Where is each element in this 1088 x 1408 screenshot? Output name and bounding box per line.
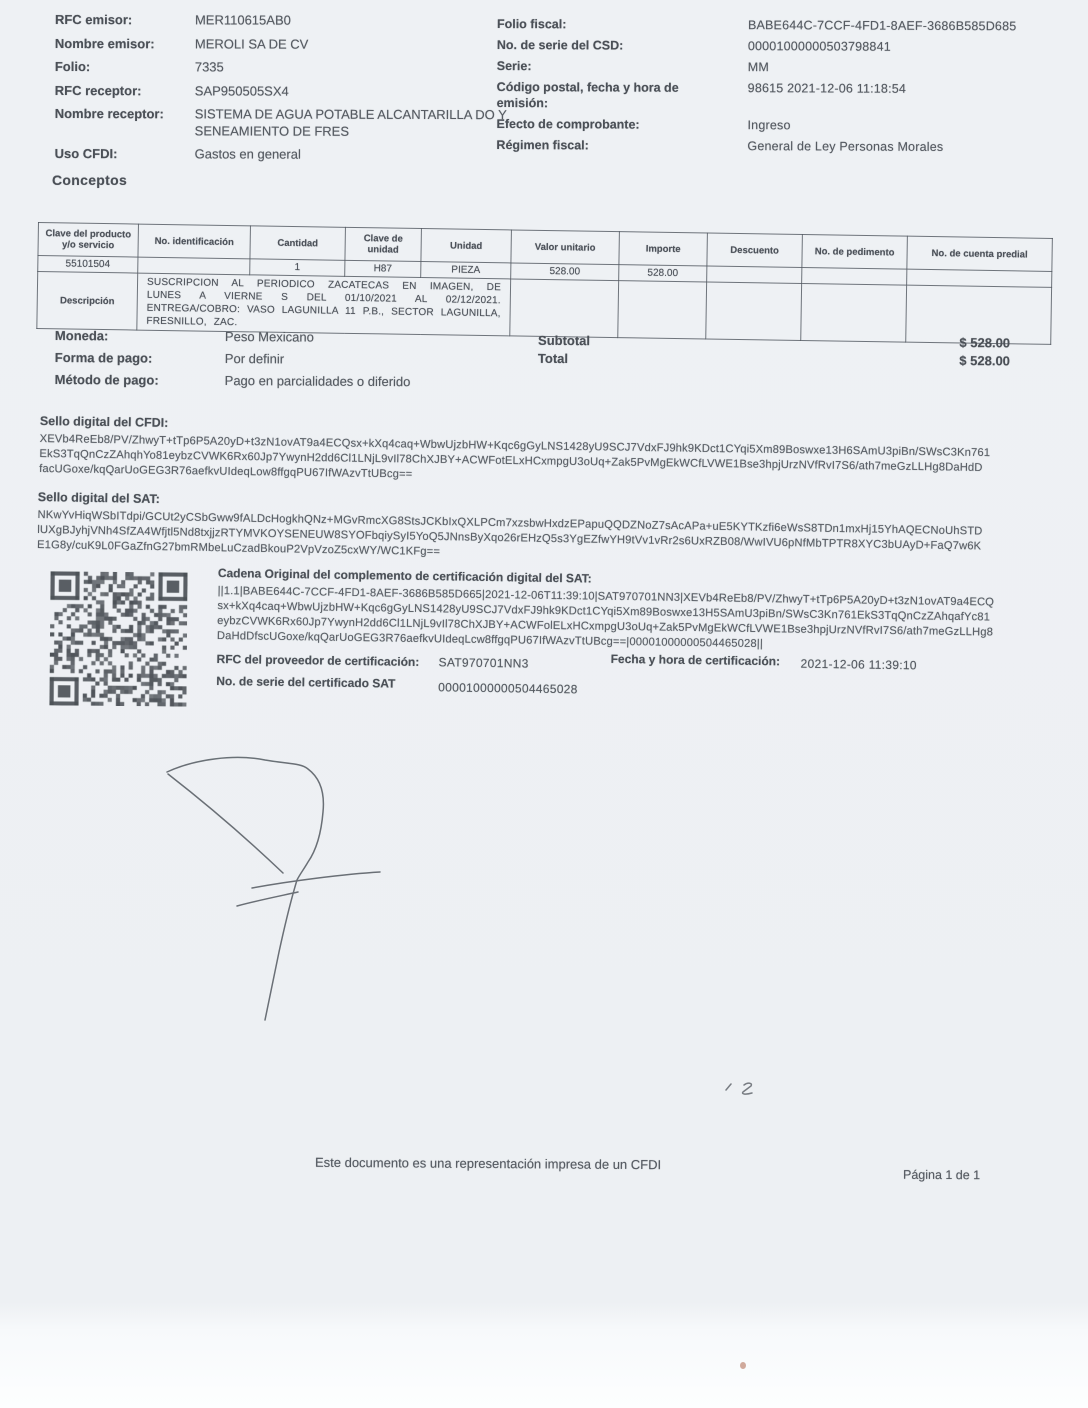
field-label: Uso CFDI: [54, 145, 118, 162]
col-cantidad: Cantidad [250, 226, 346, 260]
field-serie [497, 58, 1077, 77]
payment-block [55, 328, 575, 397]
col-importe: Importe [619, 232, 708, 266]
subtotal-label: Subtotal [538, 332, 591, 349]
field-rfc-emisor [55, 12, 515, 30]
total-label: Total [537, 350, 569, 367]
field-label-text: No. de serie del CSD: [496, 37, 624, 53]
field-value: 98615 2021-12-06 11:18:54 [747, 81, 907, 96]
field-label: Nombre receptor: [54, 105, 164, 122]
cell-no-pedimento [802, 268, 907, 286]
field-efecto-comprobante [496, 116, 1076, 135]
signature-cross-stroke-2 [237, 892, 298, 906]
field-label-text: Serie: [496, 58, 532, 74]
field-serie-csd [497, 37, 1077, 56]
field-label [497, 37, 748, 54]
cell-clave-unidad: H87 [345, 260, 421, 277]
footer-note: Este documento es una representación impresa de un CFDI [314, 1154, 662, 1173]
signature-diagonal-stroke [168, 774, 283, 873]
qr-code-canvas [49, 571, 187, 706]
field-label: Nombre emisor: [54, 35, 155, 51]
col-no-cuenta-predial: No. de cuenta predial [907, 236, 1053, 271]
field-label: RFC emisor: [54, 12, 133, 28]
ink-mark-tick [726, 1084, 731, 1090]
sello-cfdi-value: XEVb4ReEb8/PV/ZhwyT+tTp6P5A20yD+t3zN1ovAT9a4ECQsx+kXq4caq+WbwUjzbHW+Kqc6gGyLNS1428yU9SCJ7VdxFJ9hk9KDct1CYqi5Xm89Boswxe13H6SAmU3piBn/SWsC3Kn761 EkS3TqQnCzZAhqhYo81eybzCVWK6Rx60Jp7YwynH2dd6Cl1LNjL9vIl78ChXJBY+ACWFotELxHCxmpgU3oUq+Zak5PvMgEkWCfLVWE1Bse3hpjUrzNVfRvI7S6/ath7meGzLLHg8DaHdD facUGoxe/kqQarUoGEG3R76aefkvUIdeqLow8ffgqPU67IfWAzvTtUBcg== [39, 432, 991, 481]
cell-unidad: PIEZA [421, 262, 511, 279]
col-valor-unitario: Valor unitario [511, 230, 620, 265]
field-value: Por definir [224, 351, 285, 367]
sello-cfdi-block [39, 414, 1054, 492]
conceptos-title: Conceptos [52, 172, 128, 188]
field-label: Folio: [54, 58, 91, 75]
cell-cantidad: 1 [250, 259, 345, 276]
field-value: MEROLI SA DE CV [194, 35, 309, 52]
signature-cross-stroke [252, 872, 380, 888]
field-value: Pago en parcialidades o diferido [224, 373, 411, 390]
col-clave-unidad: Clave de unidad [345, 227, 422, 261]
signature-main-stroke [167, 757, 323, 1020]
col-no-identificacion: No. identificación [138, 224, 251, 259]
field-label [497, 16, 748, 33]
field-value: Peso Mexicano [224, 329, 314, 345]
cadena-original-value: ||1.1|BABE644C-7CCF-4FD1-8AEF-3686B585D665|2021-12-06T11:39:10|SAT970701NN3|XEVb4ReEb8/PV/ZhwyT+tTp6P5A20yD+t3zN1ovAT9a4ECQ sx+kXq4caq+WbwUjzbHW+Kqc6gGyLNS1428yU9SCJ7VdxFJ9hk9KDct1CYqi5Xm89Boswxe13H5SAmU3piBn/SWsC3Kn761EkS3TqQnCzZAhqafYc81 eybzCVWK6Rx60Jp7YwynH2dd6Cl1LNjL9vIl78ChXJBY+ACWFolELxHCxmpgU3oUq+Zak5PvMgEkWCfLVWE1Bse3hpjUrzNVfRvI7S6/ath7meGzLLHg8 DaHdDfscUGoxe/kqQarUoGEG3R76aefkvUIdeqLcw8ffgqPU67IfWAzvTtUBcg==|00001000000504465028|| [216, 584, 995, 651]
cell-empty [706, 282, 802, 340]
fecha-certificacion-label: Fecha y hora de certificación: [610, 651, 781, 669]
cadena-original-label: Cadena Original del complemento de certificación digital del SAT: [217, 566, 592, 586]
field-value: General de Ley Personas Morales [747, 139, 944, 154]
sello-sat-block [37, 490, 1052, 571]
sello-cfdi-label: Sello digital del CFDI: [39, 414, 169, 430]
field-label: Método de pago: [54, 371, 159, 388]
field-label: RFC receptor: [54, 82, 142, 98]
field-label-text: Efecto de comprobante: [496, 116, 640, 132]
totals-labels [538, 332, 590, 368]
field-value: Gastos en general [194, 146, 301, 162]
qr-code [49, 571, 187, 711]
field-forma-pago [55, 350, 575, 369]
cell-empty [801, 284, 907, 343]
field-folio-fiscal [497, 16, 1077, 35]
col-unidad: Unidad [421, 229, 512, 263]
cell-clave: 55101504 [38, 256, 138, 274]
rfc-proveedor-label: RFC del proveedor de certificación: [216, 651, 420, 669]
serie-certificado-sat-label: No. de serie del certificado SAT [216, 673, 396, 691]
cell-descripcion-label: Descripción [37, 272, 138, 331]
field-moneda [55, 328, 575, 347]
field-label [496, 116, 747, 133]
total-value: $ 528.00 [959, 353, 1010, 369]
ink-mark [720, 1076, 764, 1100]
field-label-text: Régimen fiscal: [496, 137, 589, 153]
field-label [497, 58, 748, 75]
col-descuento: Descuento [707, 233, 803, 267]
fiscal-data-block [496, 16, 1077, 161]
rfc-proveedor-value: SAT970701NN3 [438, 655, 529, 671]
page-number: Página 1 de 1 [902, 1167, 981, 1183]
fecha-certificacion-value: 2021-12-06 11:39:10 [800, 656, 917, 673]
col-no-pedimento: No. de pedimento [802, 235, 908, 270]
field-label [497, 79, 748, 112]
ink-mark-squiggle [742, 1083, 752, 1094]
field-label-text: Código postal, fecha y hora de emisión: [496, 79, 679, 111]
field-label [496, 137, 747, 154]
field-metodo-pago [55, 372, 575, 391]
field-label-text: Folio fiscal: [496, 16, 567, 32]
conceptos-table [36, 222, 1053, 345]
cell-descuento [707, 266, 802, 283]
field-uso-cfdi [55, 146, 515, 164]
field-nombre-emisor [55, 35, 515, 53]
sello-sat-label: Sello digital del SAT: [37, 490, 160, 507]
field-nombre-receptor [55, 106, 515, 140]
cell-no-identificacion [138, 257, 250, 275]
field-cp-fecha-emision [497, 79, 1077, 114]
cell-valor-unitario: 528.00 [511, 263, 619, 281]
field-regimen-fiscal [496, 137, 1076, 156]
field-value: BABE644C-7CCF-4FD1-8AEF-3686B585D685 [747, 18, 1017, 34]
field-value: SISTEMA DE AGUA POTABLE ALCANTARILLA DO Y SENEAMIENTO DE FRES [194, 106, 507, 139]
field-value: MER110615AB0 [194, 12, 291, 28]
certification-block [216, 566, 1066, 697]
signature-scribble [140, 740, 400, 1040]
field-value: 00001000000503798841 [747, 39, 891, 54]
field-label: Forma de pago: [54, 349, 153, 366]
subtotal-value: $ 528.00 [959, 335, 1011, 351]
field-value: 7335 [194, 59, 224, 75]
conceptos-table-wrap [36, 222, 1054, 345]
field-label: Moneda: [54, 328, 109, 344]
field-folio [55, 59, 515, 77]
sello-sat-value: NKwYvHiqWSbITdpi/GCUt2yCSbGww9fALDcHogkhQNz+MGvRmcXG8StsJCKbIxQXLPCm7xzsbwHxdzEPapuQQDZNoZ7sAcAPa+uE5KYTKzfi6eWsS8TDn1mxHj15YhAQECNoUhSTD lUXgBJyhjVNh4SfZA4Wfjtl5Nd8txjjzRTYMVKOYSENEUW8SYOFbqiySyI5YoQ5JNnsByXqo26rEHzQ5s3YgEZfwYH9tVv1vRr2s6UxRZB08/WwIVU6pNfMbTPTR8XYC3bUAyD+FaQ7w6K E1G8y/cuK9L0FGaZfnG27bmRMbeLuCzadBkouP2VpVzoZ5cxWY/WC1KFg== [36, 508, 983, 559]
cell-importe: 528.00 [619, 265, 707, 282]
emitter-receiver-block [55, 12, 515, 171]
field-value: SAP950505SX4 [194, 82, 289, 99]
cell-empty [618, 281, 707, 339]
field-value: Ingreso [747, 118, 791, 133]
red-ink-speck [740, 1362, 746, 1369]
serie-certificado-sat-value: 00001000000504465028 [438, 680, 578, 697]
cell-descripcion: SUSCRIPCION AL PERIODICO ZACATECAS EN IMAGEN, DE LUNES A VIERNE S DEL 01/10/2021 AL 02/12/2021. ENTREGA/COBRO: VASO LAGUNILLA 11 P.B., SECTOR LAGUNILLA, FRESNILLO, ZAC. [137, 273, 511, 336]
cell-empty [510, 279, 619, 338]
field-value: MM [747, 60, 770, 75]
col-clave-producto: Clave del producto y/o servicio [38, 223, 139, 258]
totals-values [898, 334, 1010, 371]
field-rfc-receptor [55, 82, 515, 100]
